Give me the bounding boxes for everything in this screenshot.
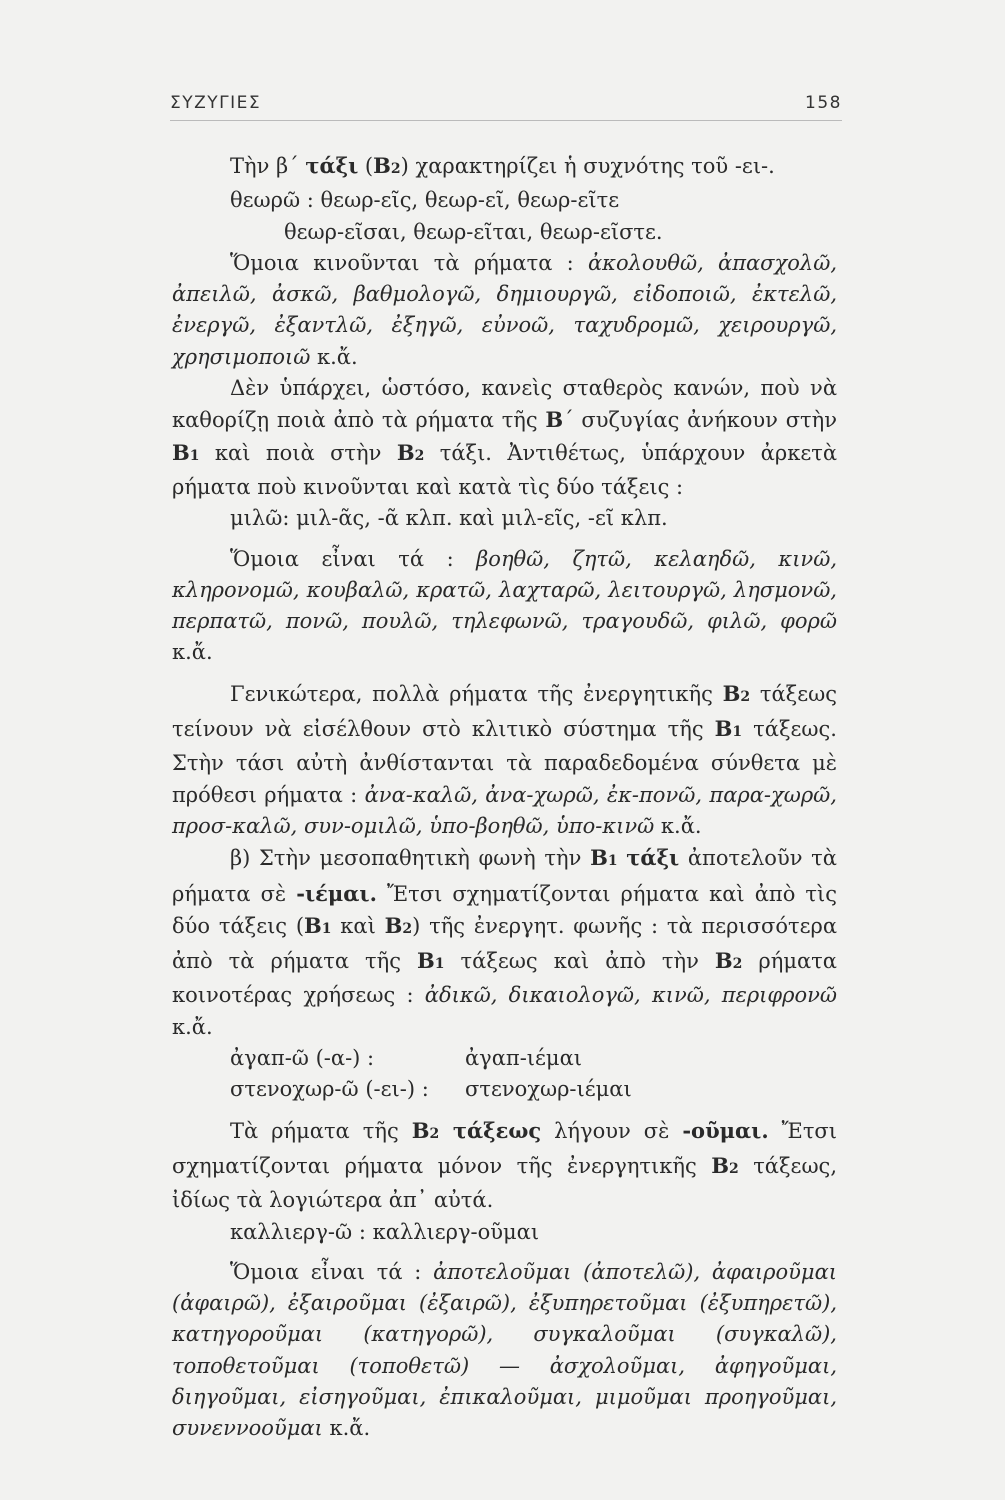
- running-head: [170, 93, 842, 113]
- example-line: στενοχωρ-ῶ (-ει-) : στενοχωρ-ιέμαι: [230, 1077, 632, 1102]
- paragraph: Τὴν β΄ τάξι (B2) χαρακτηρίζει ἡ συχνότης τοῦ -ει-.: [230, 153, 775, 178]
- paragraph: Δὲν ὑπάρχει, ὡστόσο, κανεὶς σταθερὸς κανών, ποὺ νὰ καθορίζῃ ποιὰ ἀπὸ τὰ ρήματα τῆς B΄ συζυγίας ἀνήκουν στὴν B1 καὶ ποιὰ στὴν B2 τάξι. Ἀντιθέτως, ὑπάρχουν ἀρκετὰ ρήματα ποὺ κινοῦνται καὶ κατὰ τὶς δύο τάξεις :: [172, 376, 837, 499]
- chapter-title: ΣΥΖΥΓΙΕΣ: [170, 93, 262, 113]
- paragraph: Τὰ ρήματα τῆς B2 τάξεως λήγουν σὲ -οῦμαι. Ἔτσι σχηματίζονται ρήματα μόνον τῆς ἐνεργητικῆς B2 τάξεως, ἰδίως τὰ λογιώτερα ἀπ᾿ αὐτά.: [172, 1117, 837, 1213]
- header-rule: [170, 120, 842, 121]
- paragraph: Γενικώτερα, πολλὰ ρήματα τῆς ἐνεργητικῆς B2 τάξεως τείνουν νὰ εἰσέλθουν στὸ κλιτικὸ σύστημα τῆς B1 τάξεως. Στὴν τάσι αὐτὴ ἀνθίστανται τὰ παραδεδομένα σύνθετα μὲ πρόθεσι ρήματα : ἀνα-καλῶ, ἀνα-χωρῶ, ἐκ-πονῶ, παρα-χωρῶ, προσ-καλῶ, συν-ομιλῶ, ὑπο-βοηθῶ, ὑπο-κινῶ κ.ἄ.: [172, 680, 838, 838]
- paragraph: β) Στὴν μεσοπαθητικὴ φωνὴ τὴν B1 τάξι ἀποτελοῦν τὰ ρήματα σὲ -ιέμαι. Ἔτσι σχηματίζονται ρήματα καὶ ἀπὸ τὶς δύο τάξεις (B1 καὶ B2) τῆς ἐνεργητ. φωνῆς : τὰ περισσότερα ἀπὸ τὰ ρήματα τῆς B1 τάξεως καὶ ἀπὸ τὴν B2 ρήματα κοινοτέρας χρήσεως : ἀδικῶ, δικαιολογῶ, κινῶ, περιφρονῶ κ.ἄ.: [172, 845, 837, 1039]
- example-line: θεωρ-εῖσαι, θεωρ-εῖται, θεωρ-εῖστε.: [284, 219, 663, 244]
- paragraph: Ὅμοια εἶναι τά : ἀποτελοῦμαι (ἀποτελῶ), ἀφαιροῦμαι (ἀφαιρῶ), ἐξαιροῦμαι (ἐξαιρῶ), ἐξυπηρετοῦμαι (ἐξυπηρετῶ), κατηγοροῦμαι (κατηγορῶ), συγκαλοῦμαι (συγκαλῶ), τοποθετοῦμαι (τοποθετῶ) — ἀσχολοῦμαι, ἀφηγοῦμαι, διηγοῦμαι, εἰσηγοῦμαι, ἐπικαλοῦμαι, μιμοῦμαι προηγοῦμαι, συνεννοοῦμαι κ.ἄ.: [172, 1259, 837, 1441]
- example-line: μιλῶ: μιλ-ᾶς, -ᾶ κλπ. καὶ μιλ-εῖς, -εῖ κλπ.: [230, 506, 668, 531]
- paragraph: Ὅμοια κινοῦνται τὰ ρήματα : ἀκολουθῶ, ἀπασχολῶ, ἀπειλῶ, ἀσκῶ, βαθμολογῶ, δημιουργῶ, εἰδοποιῶ, ἐκτελῶ, ἐνεργῶ, ἐξαντλῶ, ἐξηγῶ, εὐνοῶ, ταχυδρομῶ, χειρουργῶ, χρησιμοποιῶ κ.ἄ.: [172, 250, 837, 369]
- example-line: θεωρῶ : θεωρ-εῖς, θεωρ-εῖ, θεωρ-εῖτε: [230, 188, 620, 213]
- example-line: ἀγαπ-ῶ (-α-) : ἀγαπ-ιέμαι: [230, 1046, 582, 1071]
- example-line: καλλιεργ-ῶ : καλλιεργ-οῦμαι: [230, 1219, 540, 1244]
- paragraph: Ὅμοια εἶναι τά : βοηθῶ, ζητῶ, κελαηδῶ, κινῶ, κληρονομῶ, κουβαλῶ, κρατῶ, λαχταρῶ, λειτουργῶ, λησμονῶ, περπατῶ, πονῶ, πουλῶ, τηλεφωνῶ, τραγουδῶ, φιλῶ, φορῶ κ.ἄ.: [172, 546, 837, 665]
- page-body: [172, 150, 837, 1445]
- page-number: 158: [805, 93, 842, 113]
